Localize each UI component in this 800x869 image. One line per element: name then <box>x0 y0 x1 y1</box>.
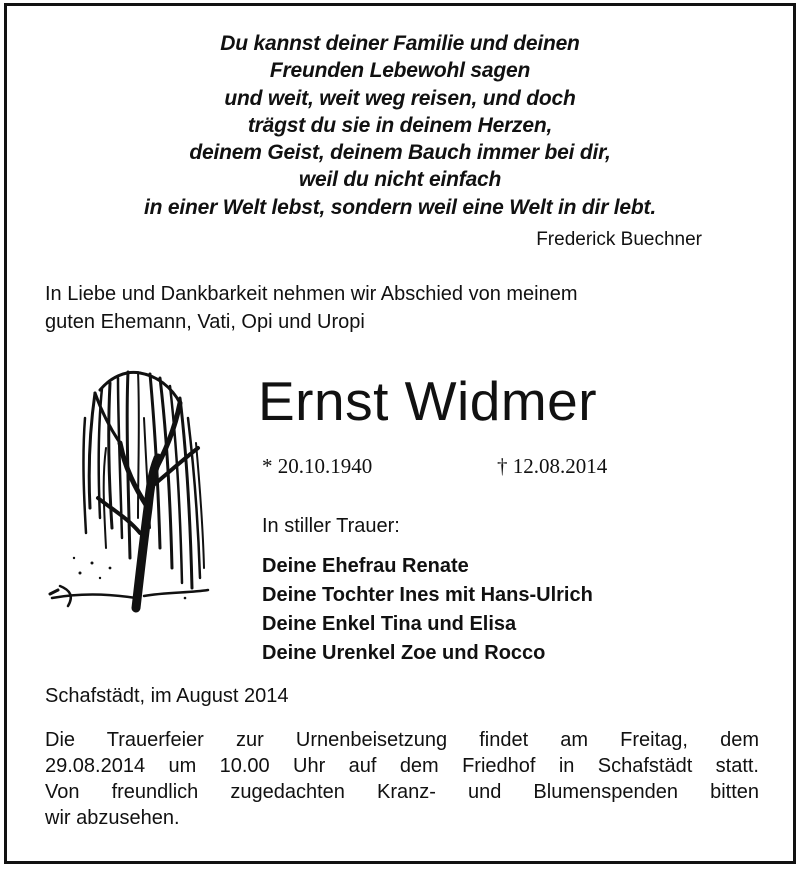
funeral-notice <box>45 727 759 831</box>
mourners-heading: In stiller Trauer: <box>262 515 400 537</box>
intro-line: guten Ehemann, Vati, Opi und Uropi <box>45 311 365 333</box>
notice-line: Die Trauerfeier zur Urnenbeisetzung findet am Freitag, dem <box>45 729 759 751</box>
death-date: † 12.08.2014 <box>497 454 608 478</box>
poem-author: Frederick Buechner <box>536 229 702 250</box>
poem-line: deinem Geist, deinem Bauch immer bei dir, <box>189 141 611 165</box>
mourner-name: Deine Ehefrau Renate <box>262 555 469 577</box>
poem-line: und weit, weit weg reisen, und doch <box>224 86 576 110</box>
mourners-list <box>262 552 593 668</box>
poem-line: trägst du sie in deinem Herzen, <box>247 113 553 137</box>
poem-line: Freunden Lebewohl sagen <box>269 59 531 83</box>
mourner-name: Deine Urenkel Zoe und Rocco <box>262 642 546 664</box>
birth-date: * 20.10.1940 <box>262 454 373 478</box>
poem-line: Du kannst deiner Familie und deinen <box>220 32 580 55</box>
notice-line: wir abzusehen. <box>45 807 180 829</box>
poem-quote <box>0 30 800 221</box>
notice-line: Von freundlich zugedachten Kranz- und Blumenspenden bitten <box>45 781 759 803</box>
weeping-willow-tree-icon <box>40 358 220 620</box>
mourner-name: Deine Tochter Ines mit Hans-Ulrich <box>262 584 593 606</box>
life-dates <box>262 454 608 479</box>
mourner-name: Deine Enkel Tina und Elisa <box>262 613 517 635</box>
deceased-name: Ernst Widmer <box>258 370 598 432</box>
place-date: Schafstädt, im August 2014 <box>45 685 289 707</box>
intro-line: In Liebe und Dankbarkeit nehmen wir Abschied von meinem <box>45 283 578 305</box>
poem-line: weil du nicht einfach <box>298 168 502 192</box>
notice-line: 29.08.2014 um 10.00 Uhr auf dem Friedhof in Schafstädt statt. <box>45 755 759 777</box>
poem-line: in einer Welt lebst, sondern weil eine Welt in dir lebt. <box>144 195 656 219</box>
intro-text <box>45 280 765 336</box>
